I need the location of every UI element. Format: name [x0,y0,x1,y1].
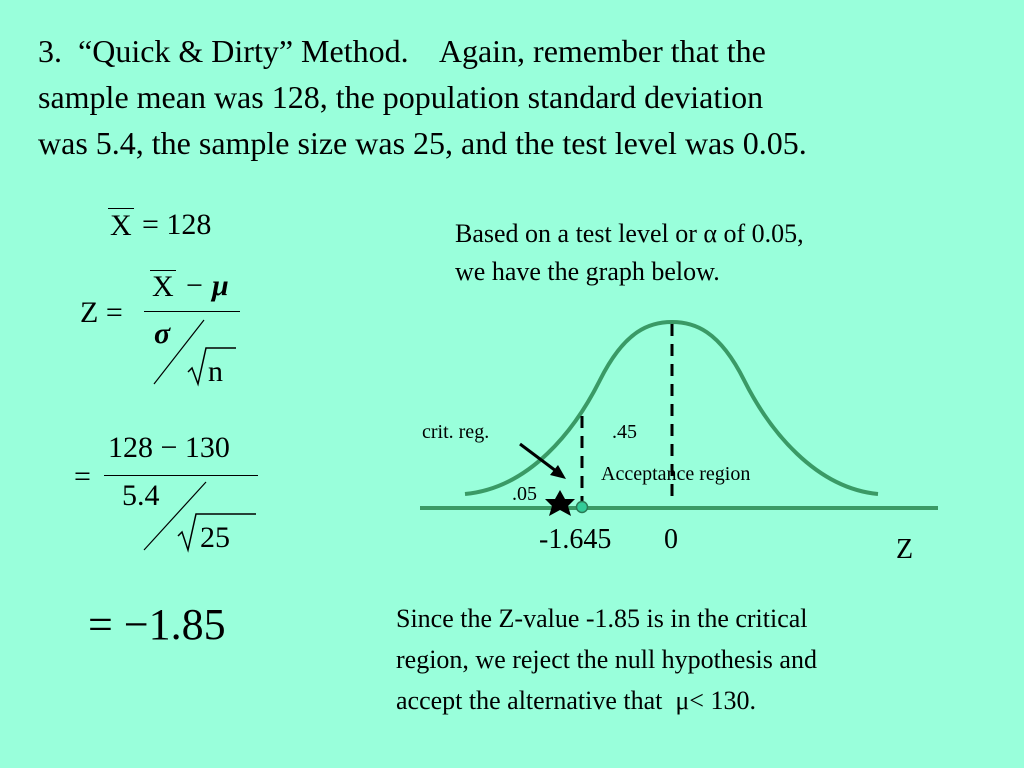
numer-x: X [152,270,174,303]
star-marker-icon [545,490,575,516]
eq-symbol: = [74,460,91,493]
acceptance-label: Acceptance region [601,463,751,485]
header-line-2: sample mean was 128, the population standard deviation [38,79,764,115]
sigma-symbol: σ [154,317,171,350]
numer-calc: 128 − 130 [108,431,230,464]
denom-calc: 5.4 [122,479,160,512]
conclusion-text [396,598,817,721]
header-line-3: was 5.4, the sample size was 25, and the test level was 0.05. [38,125,807,161]
numer-minus: − [186,269,203,302]
right-note-line-1: Based on a test level or α of 0.05, [455,219,804,248]
half-prob-label: .45 [612,421,637,443]
conclusion-line-3: accept the alternative that μ< 130. [396,686,756,715]
xbar-symbol: X [110,209,132,242]
z-axis-label: Z [896,534,914,565]
crit-point-marker [577,502,588,513]
xbar-value: = 128 [142,208,212,241]
tail-prob-label: .05 [512,483,537,505]
mean-value-label: 0 [664,524,678,555]
result-value: = −1.85 [88,600,226,649]
right-note-line-2: we have the graph below. [455,257,720,286]
mu-symbol: μ [212,269,229,302]
conclusion-line-2: region, we reject the null hypothesis and [396,645,817,674]
sqrt-arg: 25 [200,521,230,554]
n-symbol: n [208,355,223,388]
z-symbol: Z = [80,296,123,329]
crit-value-label: -1.645 [539,524,612,555]
header-line-1: 3. “Quick & Dirty” Method. Again, remember that the [38,33,766,69]
crit-reg-label: crit. reg. [422,421,490,443]
conclusion-line-1: Since the Z-value -1.85 is in the critical [396,604,808,633]
